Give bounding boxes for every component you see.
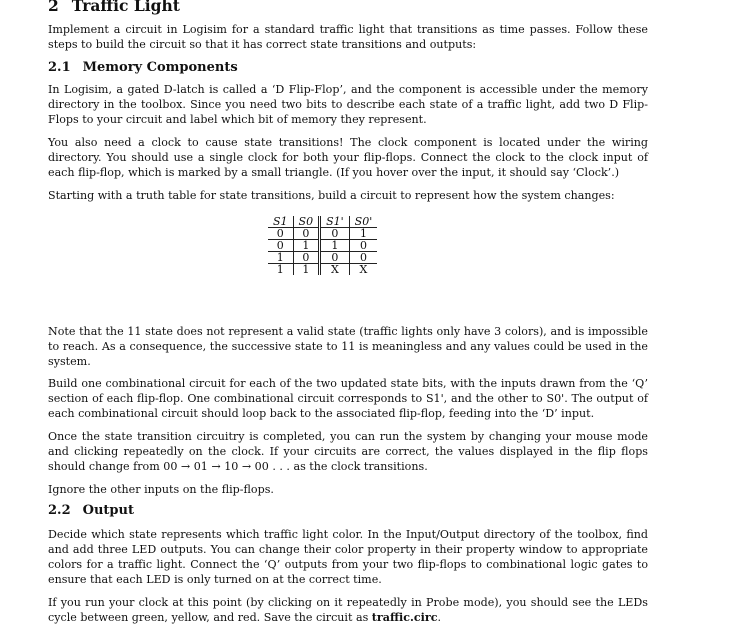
truth-intro-paragraph: Starting with a truth table for state transitions, build a circuit to represent how the system changes:: [48, 189, 615, 202]
table-row: [268, 228, 377, 240]
table-cell: 1: [320, 240, 350, 252]
subsection-title: Memory Components: [82, 60, 238, 75]
table-row: [268, 252, 377, 264]
run-suffix: .: [437, 611, 441, 624]
header-s0-next: S0': [349, 216, 377, 228]
output-paragraph: Decide which state represents which traffic light color. In the Input/Output directory of the toolbox, find and add three LED outputs. You can change their color property in their property window to appropriate colors for a traffic light. Connect the ‘Q’ outputs from your two flip-flops to combinational logic gates to ensure that each LED is only turned on at the correct time.: [48, 528, 648, 586]
subsection-heading-output: [48, 503, 134, 518]
subsection-title: Output: [82, 503, 134, 518]
run-paragraph: [48, 595, 648, 625]
table-cell: 1: [349, 228, 377, 240]
build-paragraph: Build one combinational circuit for each of the two updated state bits, with the inputs drawn from the ‘Q’ section of each flip-flop. One combinational circuit corresponds to S1', and the other to S0'. The output of each combinational circuit should loop back to the associated flip-flop, feeding into the ‘D’ input.: [48, 377, 648, 420]
truth-table: [268, 216, 377, 275]
table-row: [268, 264, 377, 276]
section-heading: [48, 0, 180, 15]
table-cell: 0: [293, 252, 320, 264]
table-cell: X: [320, 264, 350, 276]
subsection-number: 2.2: [48, 503, 71, 518]
section-number: 2: [48, 0, 59, 15]
table-cell: 0: [349, 240, 377, 252]
subsection-number: 2.1: [48, 60, 71, 75]
table-cell: 0: [268, 240, 293, 252]
header-s0: S0: [293, 216, 320, 228]
note-paragraph: Note that the 11 state does not represent a valid state (traffic lights only have 3 colors), and is impossible to reach. As a consequence, the successive state to 11 is meaningless and any values could be used in the system.: [48, 325, 648, 368]
once-paragraph: Once the state transition circuitry is completed, you can run the system by changing your mouse mode and clicking repeatedly on the clock. If your circuits are correct, the values displayed in the flip flops should change from 00 → 01 → 10 → 00 . . . as the clock transitions.: [48, 430, 648, 473]
memory-paragraph: In Logisim, a gated D-latch is called a ‘D Flip-Flop’, and the component is accessible under the memory directory in the toolbox. Since you need two bits to describe each state of a traffic light, add two D Flip-Flops to your circuit and label which bit of memory they represent.: [48, 83, 648, 126]
table-cell: 0: [293, 228, 320, 240]
table-row: [268, 240, 377, 252]
table-cell: 1: [268, 252, 293, 264]
truth-table-header: [268, 216, 377, 228]
table-cell: 1: [293, 240, 320, 252]
section-title: Traffic Light: [71, 0, 180, 15]
header-s1-next: S1': [320, 216, 350, 228]
table-cell: X: [349, 264, 377, 276]
circuit-filename: traffic.circ: [371, 611, 438, 624]
table-cell: 1: [268, 264, 293, 276]
run-text: If you run your clock at this point (by clicking on it repeatedly in Probe mode), you should see the LEDs cycle between green, yellow, and red. Save the circuit as: [48, 596, 648, 624]
table-cell: 0: [349, 252, 377, 264]
intro-paragraph: Implement a circuit in Logisim for a standard traffic light that transitions as time passes. Follow these steps to build the circuit so that it has correct state transitions and outputs:: [48, 23, 648, 51]
header-s1: S1: [268, 216, 293, 228]
table-cell: 0: [268, 228, 293, 240]
clock-paragraph: You also need a clock to cause state transitions! The clock component is located under the wiring directory. You should use a single clock for both your flip-flops. Connect the clock to the clock input of each flip-flop, which is marked by a small triangle. (If you hover over the input, it should say ‘Clock’.): [48, 136, 648, 179]
table-cell: 0: [320, 252, 350, 264]
ignore-paragraph: Ignore the other inputs on the flip-flops.: [48, 483, 274, 496]
table-cell: 1: [293, 264, 320, 276]
table-cell: 0: [320, 228, 350, 240]
subsection-heading-memory: [48, 60, 238, 75]
